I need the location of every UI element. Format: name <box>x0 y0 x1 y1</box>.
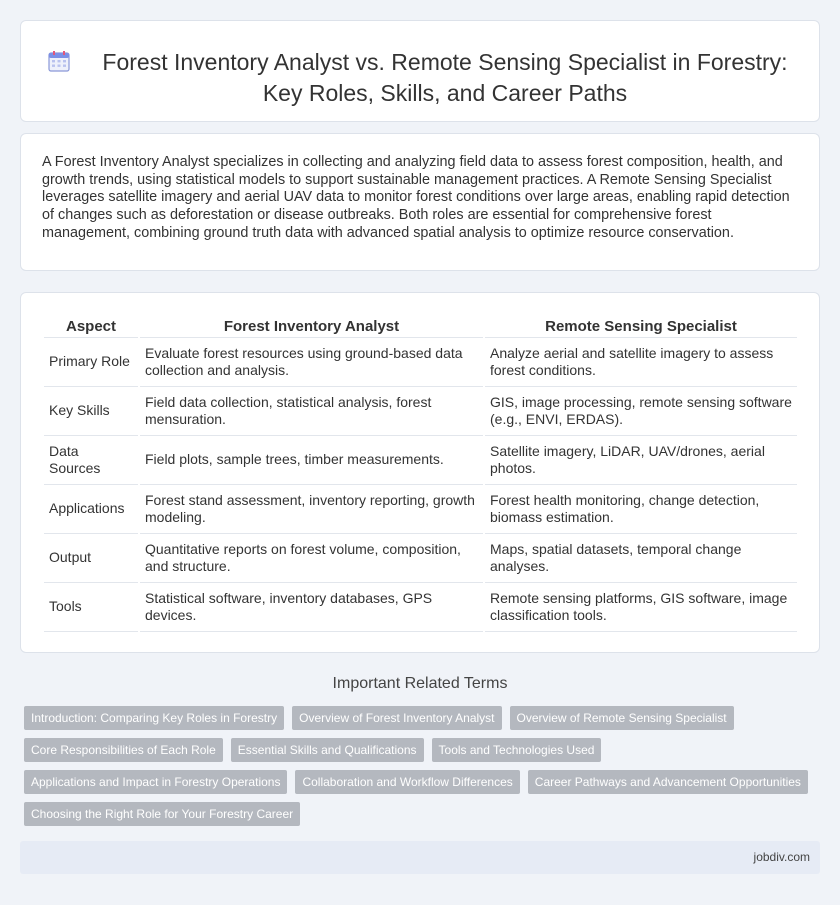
intro-paragraph: A Forest Inventory Analyst specializes in collecting and analyzing field data to assess forest composition, health, and growth trends, using statistical models to support sustainable management practices. A Remote Sensing Specialist leverages satellite imagery and aerial UAV data to monitor forest conditions over large areas, enabling rapid detection of changes such as deforestation or disease outbreaks. Both roles are essential for comprehensive forest management, combining ground truth data with advanced spatial analysis to optimize resource conservation. <box>42 154 790 241</box>
footer-site-link[interactable]: jobdiv.com <box>753 850 810 864</box>
page-title: Forest Inventory Analyst vs. Remote Sensing Specialist in Forestry: Key Roles, Skills, and Career Paths <box>102 49 788 106</box>
row-aspect: Applications <box>44 485 138 534</box>
related-term-tag[interactable]: Overview of Forest Inventory Analyst <box>292 706 501 730</box>
related-terms-list <box>24 706 820 826</box>
calendar-icon <box>47 49 71 73</box>
table-row <box>44 534 797 583</box>
table-row <box>44 436 797 485</box>
table-row <box>44 387 797 436</box>
row-forest-inventory-analyst: Forest stand assessment, inventory reporting, growth modeling. <box>140 485 483 534</box>
row-aspect: Data Sources <box>44 436 138 485</box>
related-term-tag[interactable]: Career Pathways and Advancement Opportunities <box>528 770 808 794</box>
related-term-tag[interactable]: Essential Skills and Qualifications <box>231 738 424 762</box>
related-term-tag[interactable]: Introduction: Comparing Key Roles in Forestry <box>24 706 284 730</box>
row-forest-inventory-analyst: Evaluate forest resources using ground-based data collection and analysis. <box>140 338 483 387</box>
row-aspect: Primary Role <box>44 338 138 387</box>
related-term-tag[interactable]: Collaboration and Workflow Differences <box>295 770 519 794</box>
row-remote-sensing-specialist: Maps, spatial datasets, temporal change analyses. <box>485 534 797 583</box>
header-card <box>20 20 820 122</box>
header-aspect: Aspect <box>44 313 138 338</box>
comparison-card <box>20 292 820 653</box>
row-forest-inventory-analyst: Quantitative reports on forest volume, composition, and structure. <box>140 534 483 583</box>
table-row <box>44 485 797 534</box>
header-forest-inventory-analyst: Forest Inventory Analyst <box>140 313 483 338</box>
footer <box>20 841 820 874</box>
row-remote-sensing-specialist: Forest health monitoring, change detection, biomass estimation. <box>485 485 797 534</box>
row-forest-inventory-analyst: Field data collection, statistical analysis, forest mensuration. <box>140 387 483 436</box>
row-remote-sensing-specialist: Remote sensing platforms, GIS software, image classification tools. <box>485 583 797 632</box>
table-row <box>44 583 797 632</box>
related-term-tag[interactable]: Tools and Technologies Used <box>432 738 602 762</box>
comparison-table <box>42 313 799 632</box>
related-term-tag[interactable]: Choosing the Right Role for Your Forestry Career <box>24 802 300 826</box>
intro-card <box>20 133 820 271</box>
row-remote-sensing-specialist: GIS, image processing, remote sensing software (e.g., ENVI, ERDAS). <box>485 387 797 436</box>
table-row <box>44 338 797 387</box>
row-aspect: Output <box>44 534 138 583</box>
header-remote-sensing-specialist: Remote Sensing Specialist <box>485 313 797 338</box>
related-term-tag[interactable]: Applications and Impact in Forestry Operations <box>24 770 287 794</box>
related-terms-title: Important Related Terms <box>332 675 508 692</box>
related-term-tag[interactable]: Overview of Remote Sensing Specialist <box>510 706 734 730</box>
row-remote-sensing-specialist: Satellite imagery, LiDAR, UAV/drones, aerial photos. <box>485 436 797 485</box>
row-aspect: Key Skills <box>44 387 138 436</box>
row-forest-inventory-analyst: Statistical software, inventory databases, GPS devices. <box>140 583 483 632</box>
row-remote-sensing-specialist: Analyze aerial and satellite imagery to assess forest conditions. <box>485 338 797 387</box>
related-term-tag[interactable]: Core Responsibilities of Each Role <box>24 738 223 762</box>
row-aspect: Tools <box>44 583 138 632</box>
table-header-row <box>44 313 797 338</box>
row-forest-inventory-analyst: Field plots, sample trees, timber measurements. <box>140 436 483 485</box>
